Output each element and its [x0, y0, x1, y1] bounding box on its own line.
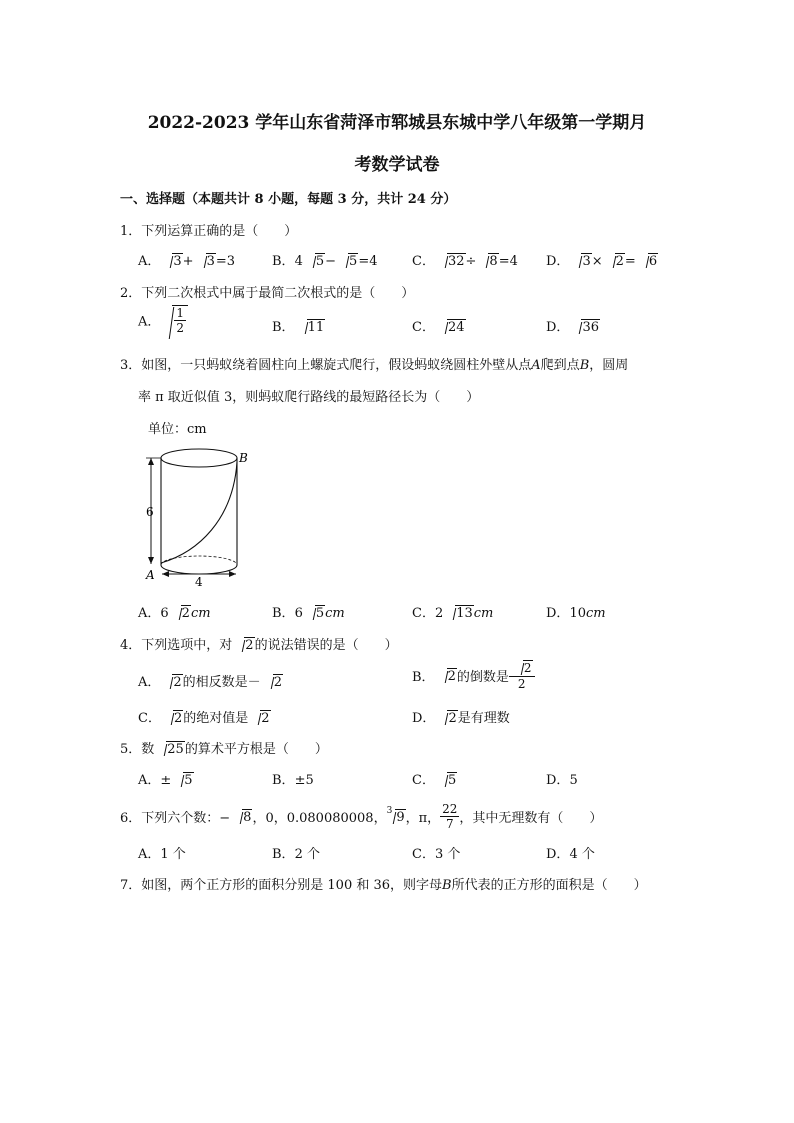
question-5-stem: 5．数 25的算术平方根是（ ）: [120, 742, 328, 757]
point-a-label: A: [146, 568, 155, 582]
q1-option-c: C． 32÷ 8=4: [412, 254, 518, 269]
question-3-stem-line2: 率 π 取近似值 3，则蚂蚁爬行路线的最短路径长为（ ）: [138, 390, 480, 405]
q3-option-c: C．2 13cm: [412, 606, 494, 621]
q5-option-c: C． 5: [412, 773, 457, 788]
q6-option-d: D．4 个: [546, 847, 595, 862]
q3-option-a: A．6 2cm: [138, 606, 211, 621]
q6-option-a: A．1 个: [138, 847, 186, 862]
q4-option-a: A． 2的相反数是－ 2: [138, 675, 282, 690]
section-header: 一、选择题（本题共计 8 小题，每题 3 分，共计 24 分）: [120, 192, 457, 207]
height-label: 6: [146, 505, 154, 519]
height-arrow-bottom: [148, 557, 154, 564]
cylinder-bottom-front: [161, 565, 237, 574]
width-arrow-right: [229, 571, 236, 577]
q2-option-a: A． $\frac{1}{2}$: [138, 305, 188, 335]
cylinder-top-ellipse: [161, 449, 237, 467]
q4-option-b: B． 2的倒数是 $\frac{2}{2}$: [412, 660, 535, 691]
q3-option-b: B．6 5cm: [272, 606, 345, 621]
q1-option-b: B．4 5− 5=4: [272, 254, 378, 269]
ant-path-curve: [161, 462, 237, 563]
q6-option-c: C．3 个: [412, 847, 461, 862]
width-arrow-left: [162, 571, 169, 577]
question-7-stem: 7．如图，两个正方形的面积分别是 100 和 36，则字母B所代表的正方形的面积是（ ）: [120, 878, 647, 893]
question-3-stem-line1: 3．如图，一只蚂蚁绕着圆柱向上螺旋式爬行，假设蚂蚁绕圆柱外壁从点A爬到点B，圆周: [120, 358, 629, 373]
height-arrow-top: [148, 458, 154, 465]
question-6-stem: 6．下列六个数：− 8，0，0.080080008，$^3$ 9，π， $\frac{22}{7}$ ，其中无理数有（ ）: [120, 802, 603, 831]
q5-option-a: A．± 5: [138, 773, 193, 788]
q1-option-a: A． 3+ 3=3: [138, 254, 236, 269]
q4-option-d: D． 2是有理数: [412, 711, 510, 726]
q2-option-d: D． 36: [546, 320, 599, 335]
q4-option-c: C． 2的绝对值是 2: [138, 711, 270, 726]
q1-option-d: D． 3× 2= 6: [546, 254, 658, 269]
q6-option-b: B．2 个: [272, 847, 320, 862]
q5-option-b: B．±5: [272, 773, 314, 788]
q2-option-b: B． 11: [272, 320, 325, 335]
cylinder-figure: [138, 440, 258, 590]
q3-option-d: D．10cm: [546, 606, 606, 621]
cylinder-bottom-back: [161, 556, 237, 565]
q2-option-c: C． 24: [412, 320, 465, 335]
point-b-label: B: [239, 451, 248, 465]
question-1-stem: 1．下列运算正确的是（ ）: [120, 224, 298, 239]
page-title-line2: 考数学试卷: [354, 155, 440, 175]
q3-unit-label: 单位：cm: [148, 422, 207, 437]
q5-option-d: D．5: [546, 773, 578, 788]
question-4-stem: 4．下列选项中，对 2的说法错误的是（ ）: [120, 638, 398, 653]
page-title: 2022-2023 学年山东省菏泽市郓城县东城中学八年级第一学期月: [147, 113, 647, 133]
width-label: 4: [195, 575, 203, 589]
question-2-stem: 2．下列二次根式中属于最简二次根式的是（ ）: [120, 286, 415, 301]
